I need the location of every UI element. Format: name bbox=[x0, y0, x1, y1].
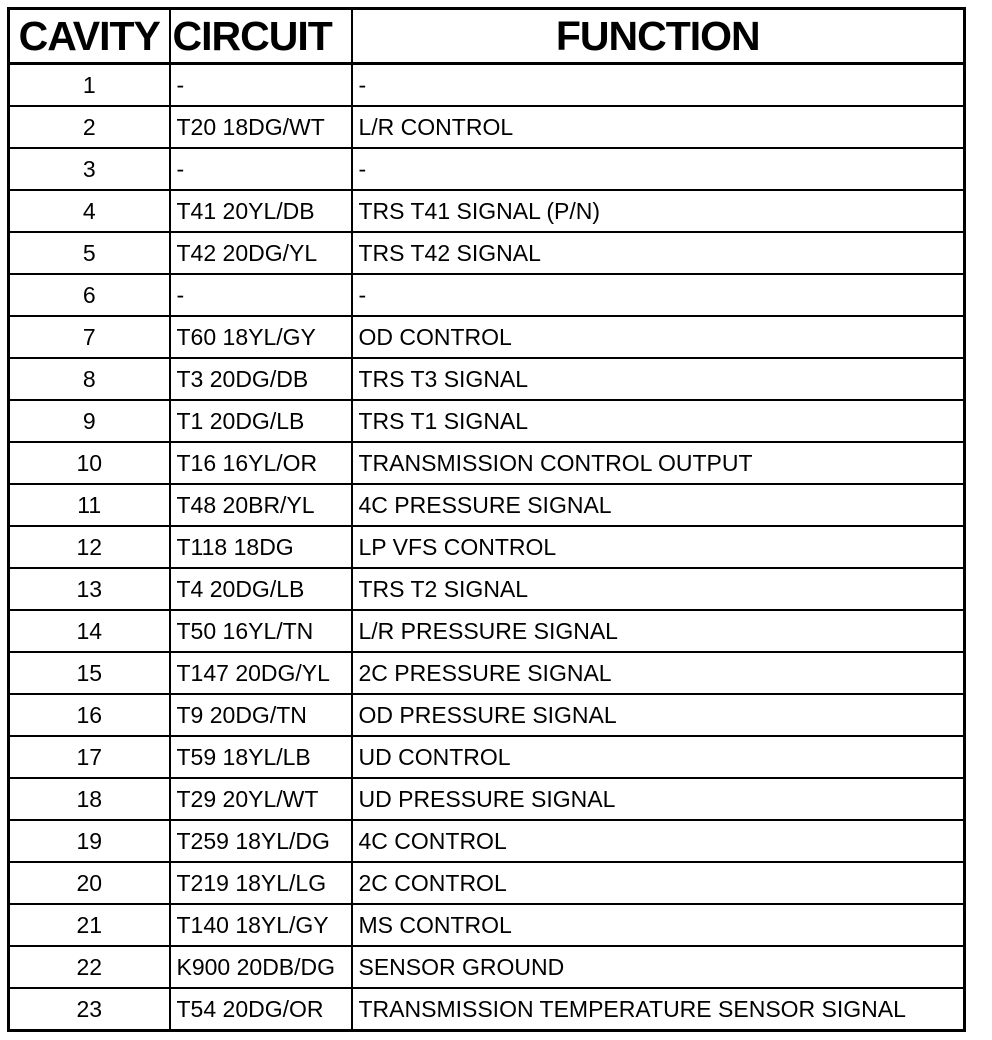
cavity-cell: 17 bbox=[9, 736, 170, 778]
cavity-cell: 21 bbox=[9, 904, 170, 946]
cavity-cell: 15 bbox=[9, 652, 170, 694]
cavity-cell: 4 bbox=[9, 190, 170, 232]
function-cell: OD PRESSURE SIGNAL bbox=[352, 694, 965, 736]
function-cell: TRS T2 SIGNAL bbox=[352, 568, 965, 610]
circuit-column-header: CIRCUIT bbox=[170, 9, 352, 64]
cavity-cell: 1 bbox=[9, 64, 170, 107]
function-cell: TRS T1 SIGNAL bbox=[352, 400, 965, 442]
cavity-cell: 5 bbox=[9, 232, 170, 274]
function-cell: 2C PRESSURE SIGNAL bbox=[352, 652, 965, 694]
table-row bbox=[9, 64, 965, 107]
cavity-cell: 22 bbox=[9, 946, 170, 988]
table-row bbox=[9, 568, 965, 610]
cavity-cell: 14 bbox=[9, 610, 170, 652]
cavity-cell: 10 bbox=[9, 442, 170, 484]
cavity-cell: 9 bbox=[9, 400, 170, 442]
cavity-cell: 11 bbox=[9, 484, 170, 526]
table-row bbox=[9, 526, 965, 568]
table-row bbox=[9, 988, 965, 1031]
circuit-cell: - bbox=[170, 274, 352, 316]
function-cell: L/R CONTROL bbox=[352, 106, 965, 148]
table-row bbox=[9, 904, 965, 946]
circuit-cell: T42 20DG/YL bbox=[170, 232, 352, 274]
function-cell: 4C PRESSURE SIGNAL bbox=[352, 484, 965, 526]
function-cell: - bbox=[352, 274, 965, 316]
circuit-cell: T60 18YL/GY bbox=[170, 316, 352, 358]
table-row bbox=[9, 316, 965, 358]
circuit-cell: T48 20BR/YL bbox=[170, 484, 352, 526]
function-column-header: FUNCTION bbox=[352, 9, 965, 64]
cavity-cell: 23 bbox=[9, 988, 170, 1031]
table-row bbox=[9, 442, 965, 484]
cavity-cell: 16 bbox=[9, 694, 170, 736]
function-cell: TRS T41 SIGNAL (P/N) bbox=[352, 190, 965, 232]
cavity-cell: 19 bbox=[9, 820, 170, 862]
function-cell: UD PRESSURE SIGNAL bbox=[352, 778, 965, 820]
function-cell: SENSOR GROUND bbox=[352, 946, 965, 988]
circuit-cell: T259 18YL/DG bbox=[170, 820, 352, 862]
table-row bbox=[9, 400, 965, 442]
cavity-cell: 13 bbox=[9, 568, 170, 610]
circuit-cell: T20 18DG/WT bbox=[170, 106, 352, 148]
table-header bbox=[9, 9, 965, 64]
function-cell: LP VFS CONTROL bbox=[352, 526, 965, 568]
function-cell: - bbox=[352, 64, 965, 107]
table-row bbox=[9, 484, 965, 526]
table-row bbox=[9, 232, 965, 274]
circuit-cell: - bbox=[170, 148, 352, 190]
circuit-cell: T59 18YL/LB bbox=[170, 736, 352, 778]
table-body bbox=[9, 64, 965, 1031]
table-row bbox=[9, 778, 965, 820]
circuit-cell: T41 20YL/DB bbox=[170, 190, 352, 232]
function-cell: TRANSMISSION CONTROL OUTPUT bbox=[352, 442, 965, 484]
cavity-cell: 8 bbox=[9, 358, 170, 400]
function-cell: - bbox=[352, 148, 965, 190]
function-cell: 4C CONTROL bbox=[352, 820, 965, 862]
function-cell: TRANSMISSION TEMPERATURE SENSOR SIGNAL bbox=[352, 988, 965, 1031]
circuit-cell: T118 18DG bbox=[170, 526, 352, 568]
circuit-cell: T1 20DG/LB bbox=[170, 400, 352, 442]
table-row bbox=[9, 652, 965, 694]
function-cell: TRS T42 SIGNAL bbox=[352, 232, 965, 274]
table-row bbox=[9, 946, 965, 988]
circuit-cell: K900 20DB/DG bbox=[170, 946, 352, 988]
circuit-cell: T29 20YL/WT bbox=[170, 778, 352, 820]
circuit-cell: T9 20DG/TN bbox=[170, 694, 352, 736]
circuit-cell: T3 20DG/DB bbox=[170, 358, 352, 400]
table-row bbox=[9, 736, 965, 778]
table-row bbox=[9, 694, 965, 736]
function-cell: 2C CONTROL bbox=[352, 862, 965, 904]
circuit-cell: T54 20DG/OR bbox=[170, 988, 352, 1031]
function-cell: L/R PRESSURE SIGNAL bbox=[352, 610, 965, 652]
table-row bbox=[9, 862, 965, 904]
table-row bbox=[9, 190, 965, 232]
circuit-cell: T50 16YL/TN bbox=[170, 610, 352, 652]
table-row bbox=[9, 358, 965, 400]
circuit-cell: T16 16YL/OR bbox=[170, 442, 352, 484]
cavity-cell: 3 bbox=[9, 148, 170, 190]
cavity-cell: 18 bbox=[9, 778, 170, 820]
cavity-cell: 20 bbox=[9, 862, 170, 904]
circuit-cell: - bbox=[170, 64, 352, 107]
cavity-cell: 6 bbox=[9, 274, 170, 316]
cavity-cell: 2 bbox=[9, 106, 170, 148]
circuit-cell: T140 18YL/GY bbox=[170, 904, 352, 946]
table-row bbox=[9, 106, 965, 148]
circuit-cell: T219 18YL/LG bbox=[170, 862, 352, 904]
table-row bbox=[9, 148, 965, 190]
connector-pinout-table bbox=[7, 7, 966, 1032]
function-cell: TRS T3 SIGNAL bbox=[352, 358, 965, 400]
function-cell: MS CONTROL bbox=[352, 904, 965, 946]
table-row bbox=[9, 820, 965, 862]
function-cell: OD CONTROL bbox=[352, 316, 965, 358]
circuit-cell: T4 20DG/LB bbox=[170, 568, 352, 610]
function-cell: UD CONTROL bbox=[352, 736, 965, 778]
header-row bbox=[9, 9, 965, 64]
cavity-column-header: CAVITY bbox=[9, 9, 170, 64]
table-row bbox=[9, 274, 965, 316]
cavity-cell: 12 bbox=[9, 526, 170, 568]
table-row bbox=[9, 610, 965, 652]
circuit-cell: T147 20DG/YL bbox=[170, 652, 352, 694]
cavity-cell: 7 bbox=[9, 316, 170, 358]
